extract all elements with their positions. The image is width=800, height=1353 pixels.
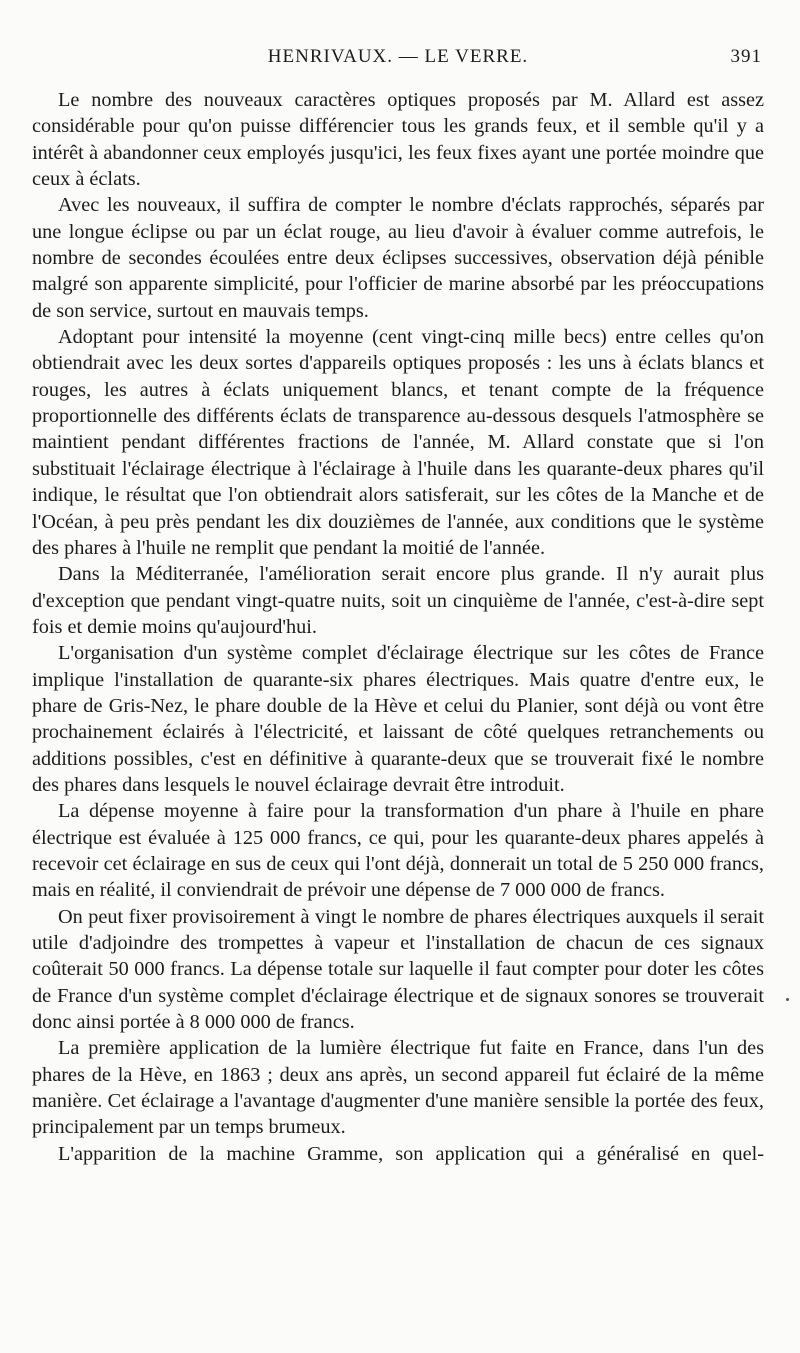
margin-speck — [786, 998, 789, 1001]
paragraph-gramme-machine: L'apparition de la machine Gramme, son application qui a généralisé en quel- — [58, 1142, 764, 1165]
paragraph-organisation: L'organisation d'un système complet d'éclairage électrique sur les côtes de France implique l'installation de quarante-six phares électriques. Mais quatre d'entre eux, le phare de Gris-Nez, le phare double de la Hève et celui du Planier, sont déjà ou vont être prochainement éclairés à l'électricité, et laissant de côté quelques retranchements ou additions possibles, c'est en définitive à quarante-deux que se trouverait fixé le nombre des phares dans lesquels le nouvel éclairage devrait être introduit. — [32, 642, 764, 796]
paragraph-sound-signals: On peut fixer provisoirement à vingt le nombre de phares électriques auxquels il serait utile d'adjoindre des trompettes à vapeur et l'installation de chacun de ces signaux coûterait 50 000 francs. La dépense totale sur laquelle il faut compter pour doter les côtes de France d'un système complet d'éclairage électrique et de signaux sonores se trouverait donc ainsi portée à 8 000 000 de francs. — [32, 905, 764, 1034]
running-title: HENRIVAUX. — LE VERRE. — [267, 46, 529, 67]
paragraph-intensity-comparison: Adoptant pour intensité la moyenne (cent vingt-cinq mille becs) entre celles qu'on obtiendrait avec les deux sortes d'appareils optiques proposés : les uns à éclats blancs et rouges, les autres à éclats uniquement blancs, et tenant compte de la fréquence proportionnelle des différents éclats de transparence au-dessous desquels l'atmosphère se maintient pendant différentes fractions de l'année, M. Allard constate que si l'on substituait l'éclairage électrique à l'éclairage à l'huile dans les quarante-deux phares qu'il indique, le résultat que l'on obtiendrait alors satisferait, sur les côtes de la Manche et de l'Océan, à peu près pendant les dix douzièmes de l'année, aux conditions que le système des phares à l'huile ne remplit que pendant la moitié de l'année. — [32, 326, 764, 559]
body-text — [32, 87, 764, 1167]
paragraph-first-application: La première application de la lumière électrique fut faite en France, dans l'un des phares de la Hève, en 1863 ; deux ans après, un second appareil fut éclairé de la même manière. Cet éclairage a l'avantage d'augmenter d'une manière sensible la portée des feux, principalement par un temps brumeux. — [32, 1037, 764, 1139]
running-header — [34, 46, 762, 74]
paragraph-cost-estimate: La dépense moyenne à faire pour la transformation d'un phare à l'huile en phare électrique est évaluée à 125 000 francs, ce qui, pour les quarante-deux phares appelés à recevoir cet éclairage en sus de ceux qui l'ont déjà, donnerait un total de 5 250 000 francs, mais en réalité, il conviendrait de prévoir une dépense de 7 000 000 de francs. — [32, 800, 764, 902]
paragraph-optical-characters: Le nombre des nouveaux caractères optiques proposés par M. Allard est assez considérable pour qu'on puisse différencier tous les grands feux, et il semble qu'il y a intérêt à abandonner ceux employés jusqu'ici, les feux fixes ayant une portée moindre que ceux à éclats. — [32, 89, 764, 191]
paragraph-mediterranean: Dans la Méditerranée, l'amélioration serait encore plus grande. Il n'y aurait plus d'exception que pendant vingt-quatre nuits, soit un cinquième de l'année, c'est-à-dire sept fois et demie moins qu'aujourd'hui. — [32, 563, 764, 638]
paragraph-counting-flashes: Avec les nouveaux, il suffira de compter le nombre d'éclats rapprochés, séparés par une longue éclipse ou par un éclat rouge, au lieu d'avoir à évaluer comme autrefois, le nombre de secondes écoulées entre deux éclipses successives, observation déjà pénible malgré son apparente simplicité, pour l'officier de marine absorbé par les préoccupations de son service, surtout en mauvais temps. — [32, 194, 764, 322]
page-number: 391 — [730, 46, 762, 67]
